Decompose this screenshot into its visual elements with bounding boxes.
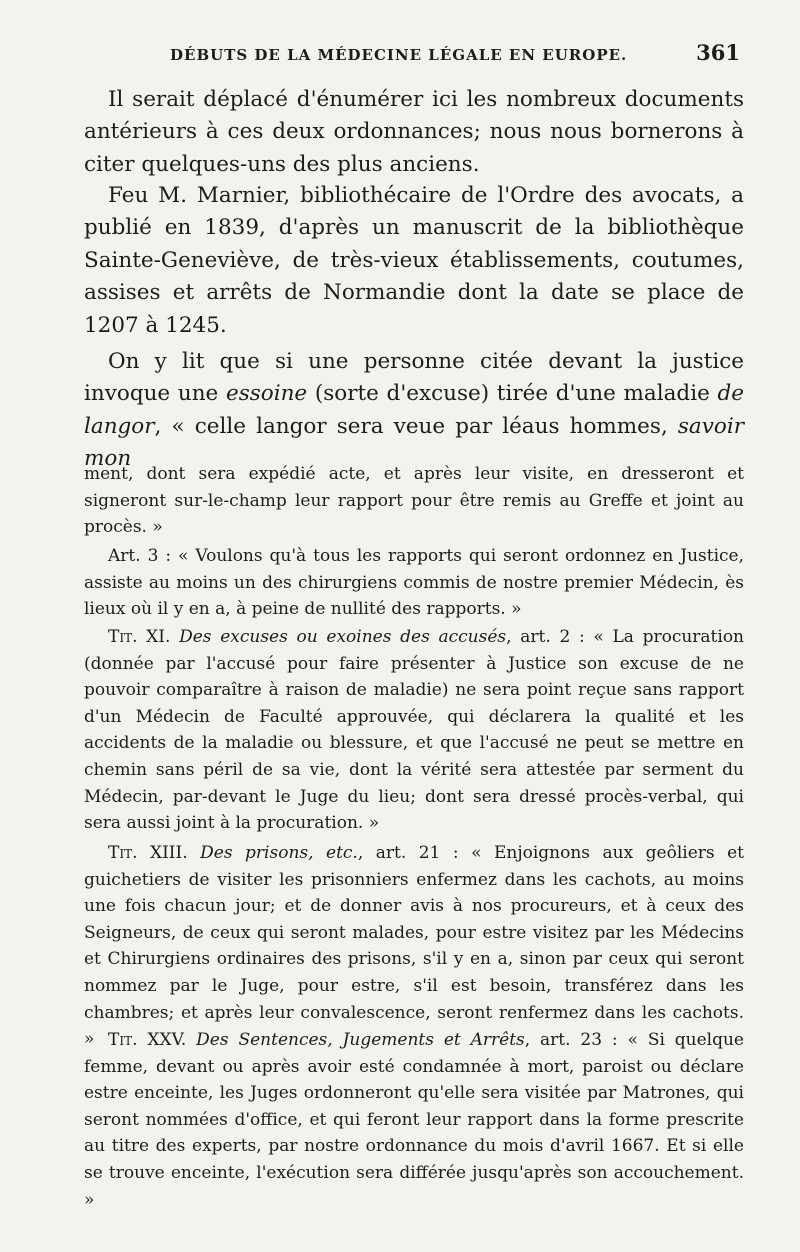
body-paragraph-3: On y lit que si une personne citée devant la justice invoque une essoine (sorte d'excuse) tirée d'une maladie de langor, « celle langor sera veue par léaus hommes, savoir mon [84, 349, 744, 472]
body-paragraph-2: Feu M. Marnier, bibliothécaire de l'Ordre des avocats, a publié en 1839, d'après un manuscrit de la bibliothèque Sainte-Geneviève, de très-vieux établissements, coutumes, assises et arrêts de Normandie dont la date se place de 1207 à 1245. [84, 183, 744, 338]
note-title-xi: Tit. XI. Des excuses ou exoines des accusés, art. 2 : « La procuration (donnée par l'accusé pour faire présenter à Justice son excuse de ne pouvoir comparaître à raison de maladie) ne sera point reçue sans rapport d'un Médecin de Faculté approuvée, qui déclarera la qualité et les accidents de la maladie ou blessure, et que l'accusé ne peut se mettre en chemin sans péril de sa vie, dont la vérité sera attestée par serment du Médecin, par-devant le Juge du lieu; dont sera dressé procès-verbal, qui sera aussi joint à la procuration. » [84, 627, 744, 834]
note-continuation: ment, dont sera expédié acte, et après leur visite, en dresseront et signeront sur-le-champ leur rapport pour être remis au Greffe et joint au procès. » [84, 464, 744, 538]
note-article-3: Art. 3 : « Voulons qu'à tous les rapports qui seront ordonnez en Justice, assiste au moins un des chirurgiens commis de nostre premier Médecin, ès lieux où il y en a, à peine de nullité des rapports. » [84, 546, 744, 620]
body-paragraph-1: Il serait déplacé d'énumérer ici les nombreux documents antérieurs à ces deux ordonnances; nous nous bornerons à citer quelques-uns des plus anciens. [84, 87, 744, 177]
running-title: DÉBUTS DE LA MÉDECINE LÉGALE EN EUROPE. [170, 46, 628, 64]
note-title-xxv: Tit. XXV. Des Sentences, Jugements et Arrêts, art. 23 : « Si quelque femme, devant ou après avoir esté condamnée à mort, paroist ou déclare estre enceinte, les Juges ordonneront qu'elle sera visitée par Matrones, qui seront nommées d'office, et qui feront leur rapport dans la forme prescrite au titre des experts, par nostre ordonnance du mois d'avril 1667. Et si elle se trouve enceinte, l'exécution sera différée jusqu'après son accouchement. » [84, 1030, 744, 1210]
page-number: 361 [696, 40, 740, 65]
note-title-xiii: Tit. XIII. Des prisons, etc., art. 21 : « Enjoignons aux geôliers et guichetiers de visiter les prisonniers enfermez dans les cachots, au moins une fois chacun jour; et de donner avis à nos procureurs, et à ceux des Seigneurs, de ceux qui seront malades, pour estre visitez par les Médecins et Chirurgiens ordinaires des prisons, s'il y en a, sinon par ceux qui seront nommez par le Juge, pour estre, s'il est besoin, transférez dans les chambres; et après leur convalescence, seront renfermez dans les cachots. » [84, 843, 744, 1050]
page-header [170, 40, 740, 74]
